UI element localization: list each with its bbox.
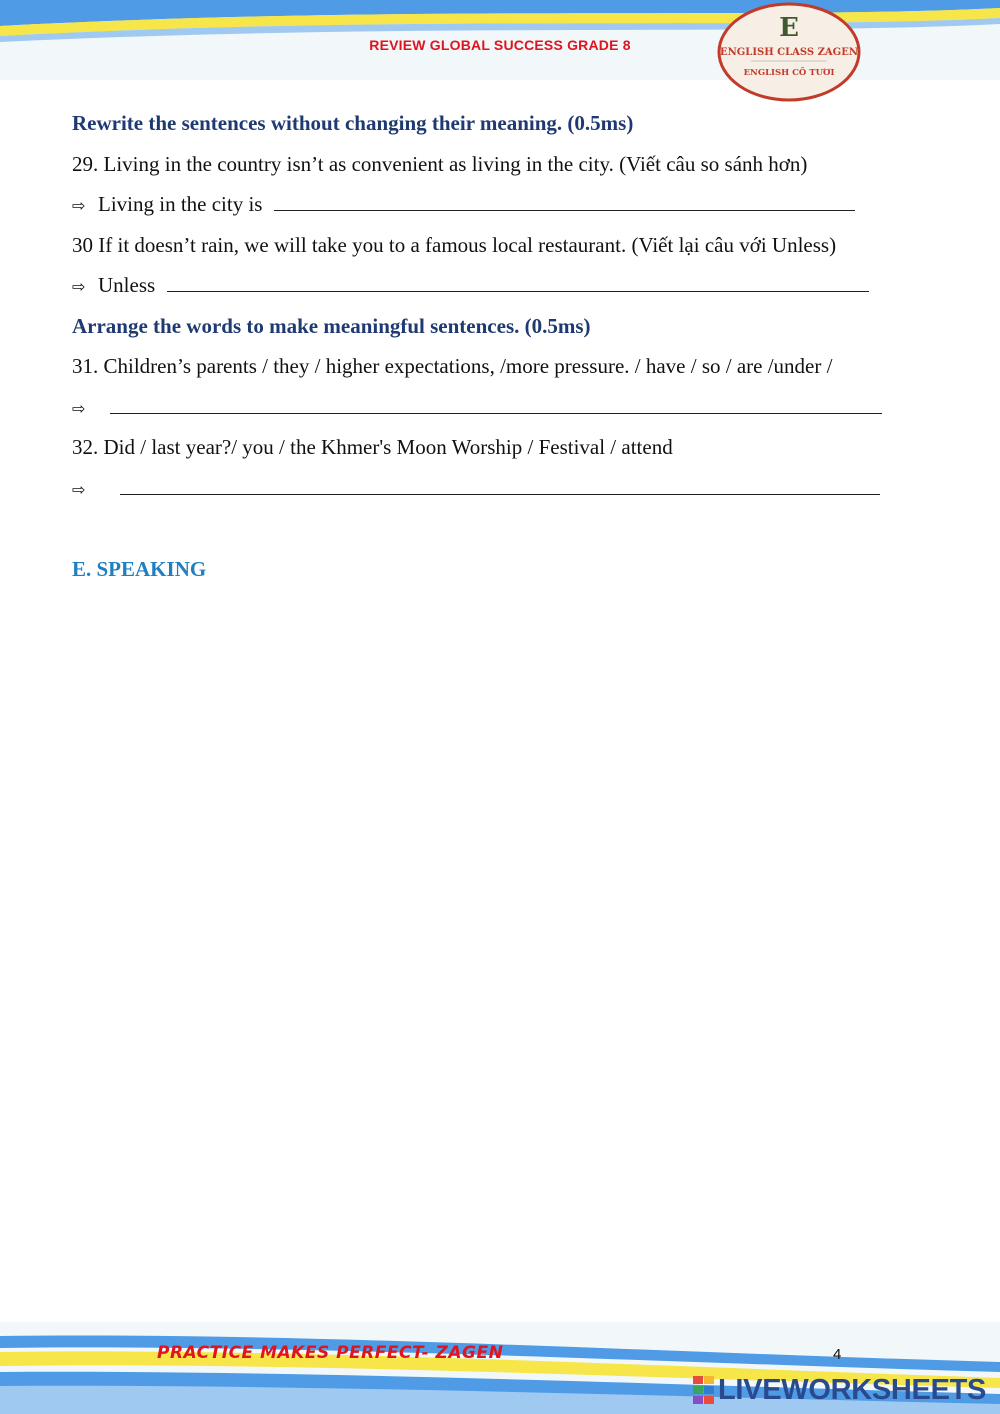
outline-right-arrow-icon: ⇨ — [72, 196, 86, 215]
liveworksheets-brand[interactable] — [693, 1373, 986, 1407]
arrange-section-heading: Arrange the words to make meaningful sentences. (0.5ms) — [72, 313, 591, 338]
svg-text:ENGLISH CÔ TƯƠI: ENGLISH CÔ TƯƠI — [743, 68, 835, 78]
liveworksheets-logo-icon — [693, 1376, 715, 1404]
answer-29-prefix: Living in the city is — [98, 192, 263, 216]
outline-right-arrow-icon: ⇨ — [72, 277, 86, 296]
svg-text:E: E — [779, 13, 799, 43]
rewrite-section-heading: Rewrite the sentences without changing their meaning. (0.5ms) — [72, 111, 634, 135]
question-29: 29. Living in the country isn’t as convenient as living in the city. (Viết câu so sánh hơn) — [72, 151, 808, 176]
answer-32-blank[interactable] — [120, 472, 880, 495]
question-31: 31. Children’s parents / they / higher expectations, /more pressure. / have / so / are /under / — [72, 354, 833, 378]
question-32: 32. Did / last year?/ you / the Khmer's Moon Worship / Festival / attend — [72, 435, 673, 459]
answer-31-row — [72, 387, 952, 428]
header-title: REVIEW GLOBAL SUCCESS GRADE 8 — [369, 37, 631, 53]
page-number: 4 — [833, 1346, 842, 1363]
answer-31-blank[interactable] — [110, 391, 882, 414]
class-logo — [717, 2, 861, 102]
outline-right-arrow-icon: ⇨ — [72, 479, 86, 499]
answer-29-blank[interactable] — [274, 188, 855, 211]
spacer — [72, 508, 952, 549]
svg-text:ENGLISH CLASS ZAGEN: ENGLISH CLASS ZAGEN — [720, 47, 858, 58]
worksheet-content — [72, 103, 952, 589]
answer-30-blank[interactable] — [167, 269, 869, 292]
answer-30-row — [72, 265, 952, 306]
footer-motto: PRACTICE MAKES PERFECT- ZAGEN — [157, 1343, 504, 1363]
brand-text: LIVEWORKSHEETS — [718, 1373, 987, 1406]
question-30: 30 If it doesn’t rain, we will take you to a famous local restaurant. (Viết lại câu với Unless) — [72, 232, 837, 257]
speaking-section-heading: E. SPEAKING — [72, 556, 207, 581]
answer-30-prefix: Unless — [98, 273, 156, 297]
answer-32-row — [72, 468, 952, 509]
outline-right-arrow-icon: ⇨ — [72, 398, 86, 418]
answer-29-row — [72, 184, 952, 225]
